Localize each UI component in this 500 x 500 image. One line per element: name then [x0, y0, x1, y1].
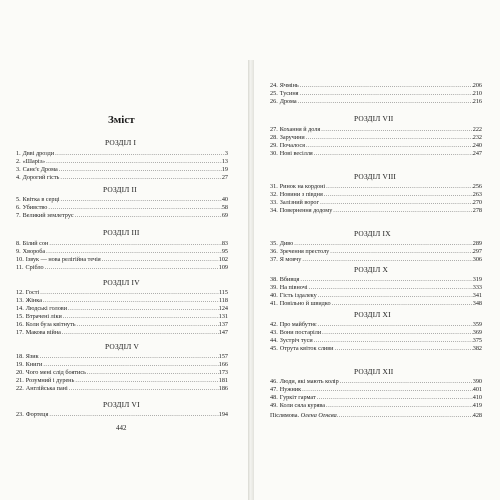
toc-entry: [270, 256, 482, 264]
toc-leader-dots: [331, 300, 473, 308]
toc-entry-number: 29.: [270, 141, 278, 149]
toc-entry: [16, 313, 228, 321]
toc-entry-title: Диво: [279, 240, 294, 247]
toc-entry-title: Повернення додому: [279, 206, 333, 214]
toc-entry-title: Втрачені ліки: [25, 312, 62, 320]
toc-entry: [270, 402, 482, 410]
toc-leader-dots: [47, 204, 221, 212]
toc-entry: [270, 126, 482, 134]
toc-entry: [270, 284, 482, 292]
toc-entry-title: Англійська пані: [25, 384, 68, 392]
toc-entry-page: 419: [472, 401, 482, 409]
toc-entry-number: 7.: [16, 211, 21, 219]
toc-entry-number: 13.: [16, 296, 24, 304]
toc-leader-dots: [101, 256, 219, 264]
toc-entry-number: 20.: [16, 368, 24, 376]
toc-entry: [270, 98, 482, 106]
toc-leader-dots: [39, 289, 219, 297]
toc-entry-page: 270: [472, 198, 482, 206]
toc-entry-page: 410: [472, 393, 482, 401]
toc-leader-dots: [316, 394, 473, 402]
toc-leader-dots: [59, 174, 221, 182]
afterword-author: Олена Огнєва: [300, 412, 337, 419]
toc-entry: [16, 158, 228, 166]
toc-entry-title: Новини з півдня: [279, 190, 323, 198]
toc-entry-number: 1.: [16, 150, 21, 157]
toc-entry: [270, 378, 482, 386]
toc-entry: [16, 305, 228, 313]
page-number: 442: [116, 424, 127, 432]
toc-entry-number: 4.: [16, 173, 21, 181]
section-heading: РОЗДІЛ V: [105, 342, 140, 351]
toc-leader-dots: [313, 150, 473, 158]
toc-leader-dots: [305, 134, 473, 142]
toc-entry-page: 256: [472, 183, 482, 190]
toc-entry: [16, 385, 228, 393]
toc-entry-title: Убивство: [22, 203, 48, 211]
toc-entry: [270, 199, 482, 207]
toc-entry-page: 27: [221, 173, 228, 181]
book-gutter: [248, 60, 254, 500]
toc-entry: [270, 142, 482, 150]
toc-entry: [16, 289, 228, 297]
section-heading: РОЗДІЛ VIII: [354, 172, 397, 181]
toc-entry-title: Санє'є Дрома: [22, 165, 58, 173]
toc-entry-page: 40: [221, 196, 228, 203]
toc-entry: [16, 166, 228, 174]
toc-entry-page: 95: [221, 247, 228, 255]
toc-entry: [16, 297, 228, 305]
section-heading: РОЗДІЛ IX: [354, 229, 391, 238]
toc-leader-dots: [321, 329, 473, 337]
toc-leader-dots: [74, 212, 222, 220]
toc-heading: Зміст: [108, 114, 135, 126]
toc-entry-number: 40.: [270, 291, 278, 299]
toc-entry-page: 333: [472, 283, 482, 291]
toc-entry-number: 34.: [270, 206, 278, 214]
toc-entry-title: Книги: [25, 360, 43, 368]
afterword-page: 428: [472, 412, 482, 419]
afterword-label: Післямова.: [270, 412, 301, 419]
toc-entry-number: 33.: [270, 198, 278, 206]
toc-entry: [16, 196, 228, 204]
toc-leader-dots: [86, 369, 219, 377]
toc-entry-page: 375: [472, 336, 482, 344]
toc-entry-number: 39.: [270, 283, 278, 291]
toc-entry-page: 216: [472, 97, 482, 105]
toc-entry: [16, 256, 228, 264]
toc-entry-title: Гуркіт гармат: [279, 393, 316, 401]
toc-leader-dots: [45, 248, 222, 256]
toc-entry-title: Залізний ворог: [279, 198, 320, 206]
toc-entry: [270, 386, 482, 394]
toc-entry-title: Зречення престолу: [279, 247, 330, 255]
toc-leader-dots: [337, 412, 473, 420]
toc-leader-dots: [317, 321, 473, 329]
toc-entry-title: Фортеця: [25, 411, 49, 418]
toc-entry-title: Срібло: [25, 263, 44, 271]
toc-entry-number: 47.: [270, 385, 278, 393]
toc-entry-page: 118: [218, 296, 228, 304]
toc-leader-dots: [299, 90, 473, 98]
toc-entry-number: 24.: [270, 82, 278, 89]
toc-entry: [270, 82, 482, 90]
toc-entry-title: Жінка: [25, 296, 42, 304]
toc-entry-page: 131: [218, 312, 228, 320]
toc-entry-page: 278: [472, 206, 482, 214]
toc-leader-dots: [62, 313, 219, 321]
toc-leader-dots: [48, 411, 218, 419]
toc-entry-number: 10.: [16, 255, 24, 263]
toc-leader-dots: [42, 297, 219, 305]
toc-entry: [16, 248, 228, 256]
toc-leader-dots: [39, 353, 219, 361]
section-heading: РОЗДІЛ І: [105, 138, 137, 147]
toc-entry: [16, 240, 228, 248]
toc-leader-dots: [61, 329, 219, 337]
section-heading: РОЗДІЛ ІІ: [103, 185, 137, 194]
toc-leader-dots: [58, 166, 222, 174]
toc-entry-page: 157: [218, 353, 228, 360]
toc-entry-page: 319: [472, 276, 482, 283]
toc-entry-page: 306: [472, 255, 482, 263]
toc-entry-number: 8.: [16, 240, 21, 247]
toc-entry-number: 26.: [270, 97, 278, 105]
toc-entry-number: 31.: [270, 183, 278, 190]
toc-entry-number: 14.: [16, 304, 24, 312]
toc-entry-title: Нові весілля: [279, 149, 313, 157]
toc-entry: [16, 369, 228, 377]
toc-entry-number: 16.: [16, 320, 24, 328]
section-heading: РОЗДІЛ VI: [103, 400, 140, 409]
toc-leader-dots: [44, 264, 219, 272]
toc-entry-page: 19: [221, 165, 228, 173]
toc-entry-page: 359: [472, 321, 482, 328]
toc-entry: [270, 300, 482, 308]
toc-entry-page: 109: [218, 263, 228, 271]
toc-leader-dots: [317, 292, 473, 300]
toc-entry-number: 5.: [16, 196, 21, 203]
toc-leader-dots: [323, 191, 473, 199]
toc-entry-title: «Шаріз»: [22, 157, 46, 165]
toc-entry-page: 232: [472, 133, 482, 141]
toc-entry-page: 3: [224, 150, 228, 157]
toc-entry: [270, 276, 482, 284]
toc-leader-dots: [54, 150, 225, 158]
toc-entry-title: Дорогий гість: [22, 173, 60, 181]
section-heading: РОЗДІЛ XII: [354, 367, 394, 376]
toc-entry-title: Кохання й доля: [279, 126, 321, 133]
toc-entry-title: Квітка в серці: [22, 196, 60, 203]
toc-entry-number: 23.: [16, 411, 24, 418]
toc-entry-number: 45.: [270, 344, 278, 352]
toc-entry-title: Тусиня: [279, 89, 299, 97]
toc-entry-number: 19.: [16, 360, 24, 368]
toc-entry-title: Язик: [25, 353, 39, 360]
toc-entry-page: 13: [221, 157, 228, 165]
toc-leader-dots: [74, 377, 218, 385]
toc-entry: [270, 240, 482, 248]
toc-entry-number: 44.: [270, 336, 278, 344]
section-heading: РОЗДІЛ VII: [354, 114, 394, 123]
toc-entry-page: 58: [221, 203, 228, 211]
toc-entry-title: На півночі: [279, 283, 308, 291]
toc-leader-dots: [320, 126, 473, 134]
toc-entry-number: 6.: [16, 203, 21, 211]
toc-entry-page: 147: [218, 328, 228, 336]
toc-entry-number: 46.: [270, 378, 278, 385]
toc-entry-title: Заручини: [279, 133, 305, 141]
toc-entry-page: 206: [472, 82, 482, 89]
section-heading: РОЗДІЛ ІІІ: [103, 228, 140, 237]
toc-entry-title: Макова війна: [25, 328, 61, 336]
toc-entry-number: 2.: [16, 157, 21, 165]
toc-entry: [270, 394, 482, 402]
toc-entry-number: 38.: [270, 276, 278, 283]
toc-entry-title: Людські голови: [25, 304, 68, 312]
toc-entry-number: 27.: [270, 126, 278, 133]
toc-entry-page: 382: [472, 344, 482, 352]
toc-entry: [16, 212, 228, 220]
toc-entry-title: Ізвук — нова релігійна течія: [25, 255, 101, 263]
toc-entry-page: 69: [221, 211, 228, 219]
toc-leader-dots: [333, 345, 472, 353]
toc-leader-dots: [76, 321, 219, 329]
toc-leader-dots: [325, 402, 473, 410]
toc-leader-dots: [301, 256, 472, 264]
toc-entry: [270, 207, 482, 215]
toc-leader-dots: [68, 385, 219, 393]
toc-entry-title: Отрута квіток сливи: [279, 344, 334, 352]
toc-entry-number: 22.: [16, 384, 24, 392]
toc-entry-number: 32.: [270, 190, 278, 198]
toc-entry-title: Білий сон: [22, 240, 49, 247]
toc-leader-dots: [332, 207, 472, 215]
toc-entry-page: 166: [218, 360, 228, 368]
toc-entry-number: 9.: [16, 247, 21, 255]
toc-entry-page: 102: [218, 255, 228, 263]
toc-leader-dots: [293, 240, 472, 248]
toc-leader-dots: [299, 82, 473, 90]
toc-entry: [16, 411, 228, 419]
toc-entry-number: 11.: [16, 263, 24, 271]
toc-entry-page: 240: [472, 141, 482, 149]
toc-entry-number: 43.: [270, 328, 278, 336]
toc-afterword: [270, 412, 482, 420]
toc-leader-dots: [319, 199, 473, 207]
toc-leader-dots: [325, 183, 473, 191]
toc-entry-title: Гість іздалеку: [279, 291, 317, 299]
toc-entry-title: Дрома: [279, 97, 297, 105]
toc-leader-dots: [45, 158, 222, 166]
toc-entry: [16, 264, 228, 272]
toc-entry-page: 124: [218, 304, 228, 312]
toc-entry: [270, 183, 482, 191]
toc-entry-number: 15.: [16, 312, 24, 320]
toc-entry: [16, 321, 228, 329]
toc-entry-number: 42.: [270, 321, 278, 328]
toc-entry-page: 194: [218, 411, 228, 418]
toc-leader-dots: [48, 240, 221, 248]
toc-entry: [270, 321, 482, 329]
toc-entry-title: Хвороба: [22, 247, 46, 255]
toc-entry: [16, 377, 228, 385]
toc-entry-page: 390: [472, 378, 482, 385]
toc-entry: [16, 174, 228, 182]
toc-entry: [270, 90, 482, 98]
toc-entry-title: Про майбутнє: [279, 321, 317, 328]
toc-entry: [270, 191, 482, 199]
toc-entry: [16, 329, 228, 337]
toc-entry-number: 12.: [16, 289, 24, 296]
toc-entry-number: 17.: [16, 328, 24, 336]
toc-entry-number: 48.: [270, 393, 278, 401]
section-heading: РОЗДІЛ XI: [354, 310, 391, 319]
toc-entry-number: 28.: [270, 133, 278, 141]
toc-entry: [16, 353, 228, 361]
toc-leader-dots: [329, 248, 472, 256]
toc-entry-page: 186: [218, 384, 228, 392]
toc-entry-page: 289: [472, 240, 482, 247]
toc-entry-title: Чого мені слід боятись: [25, 368, 86, 376]
toc-entry-number: 41.: [270, 299, 278, 307]
toc-entry-page: 181: [218, 376, 228, 384]
toc-entry-number: 49.: [270, 401, 278, 409]
toc-entry: [270, 329, 482, 337]
toc-entry-page: 83: [221, 240, 228, 247]
toc-entry: [270, 292, 482, 300]
toc-entry: [16, 361, 228, 369]
toc-entry-page: 247: [472, 149, 482, 157]
toc-leader-dots: [299, 276, 472, 284]
toc-entry-number: 21.: [16, 376, 24, 384]
toc-entry-title: Гості: [25, 289, 40, 296]
toc-entry-title: Зустріч туси: [279, 336, 313, 344]
section-heading: РОЗДІЛ X: [354, 265, 389, 274]
toc-entry: [270, 150, 482, 158]
toc-entry-page: 263: [472, 190, 482, 198]
toc-entry-title: Повільно й швидко: [279, 299, 331, 307]
toc-leader-dots: [305, 142, 473, 150]
toc-entry-page: 348: [472, 299, 482, 307]
toc-leader-dots: [42, 361, 218, 369]
toc-leader-dots: [301, 386, 473, 394]
toc-leader-dots: [313, 337, 473, 345]
toc-entry-title: Нужник: [279, 385, 302, 393]
toc-entry-page: 137: [218, 320, 228, 328]
toc-entry-title: Люди, які мають колір: [279, 378, 339, 385]
toc-entry-page: 341: [472, 291, 482, 299]
toc-entry-number: 3.: [16, 165, 21, 173]
toc-entry-page: 173: [218, 368, 228, 376]
toc-entry-title: Ячмінь: [279, 82, 299, 89]
toc-entry-number: 37.: [270, 255, 278, 263]
toc-entry-number: 30.: [270, 149, 278, 157]
toc-entry-page: 222: [472, 126, 482, 133]
toc-entry-page: 210: [472, 89, 482, 97]
toc-entry-title: Ринок на кордоні: [279, 183, 326, 190]
toc-entry: [16, 150, 228, 158]
toc-entry-page: 369: [472, 328, 482, 336]
toc-leader-dots: [59, 196, 221, 204]
toc-entry-page: 401: [472, 385, 482, 393]
toc-entry-title: Двві дрозди: [22, 150, 55, 157]
toc-leader-dots: [297, 98, 473, 106]
toc-entry: [270, 248, 482, 256]
toc-entry: [16, 204, 228, 212]
toc-entry-number: 35.: [270, 240, 278, 247]
toc-entry-title: Коли сяла курява: [279, 401, 326, 409]
toc-entry-title: Розумний і дурень: [25, 376, 75, 384]
toc-entry-number: 18.: [16, 353, 24, 360]
toc-leader-dots: [67, 305, 219, 313]
section-heading: РОЗДІЛ IV: [103, 278, 140, 287]
toc-entry-title: Я мовчу: [279, 255, 302, 263]
toc-leader-dots: [339, 378, 473, 386]
toc-entry-title: Вони постаріли: [279, 328, 322, 336]
toc-entry-number: 36.: [270, 247, 278, 255]
toc-leader-dots: [308, 284, 473, 292]
toc-entry-title: Вбивця: [279, 276, 300, 283]
toc-entry: [270, 337, 482, 345]
toc-entry-title: Коли буза квітнуть: [25, 320, 76, 328]
toc-entry: [270, 345, 482, 353]
toc-entry-title: Почалося: [279, 141, 305, 149]
toc-entry-number: 25.: [270, 89, 278, 97]
toc-entry-title: Великий землетрус: [22, 211, 74, 219]
toc-entry-page: 115: [218, 289, 228, 296]
toc-entry-page: 297: [472, 247, 482, 255]
toc-entry: [270, 134, 482, 142]
